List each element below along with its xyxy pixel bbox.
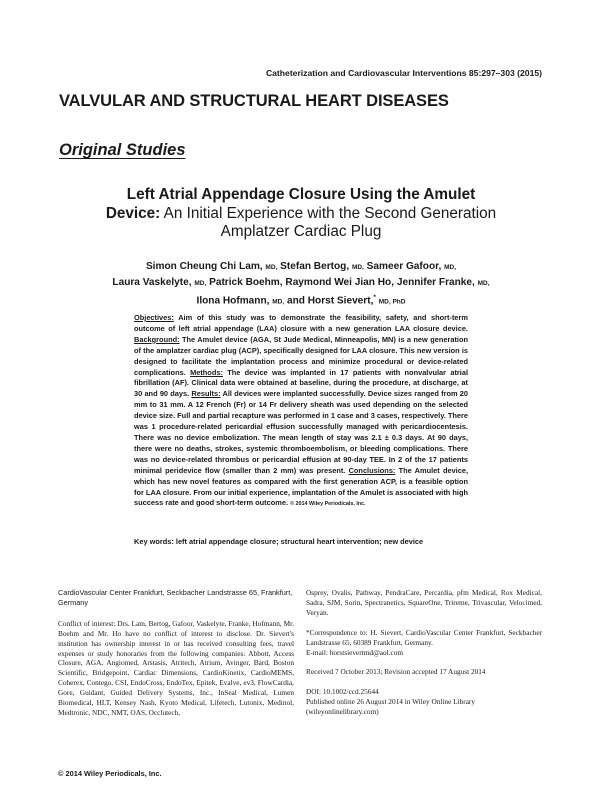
conflict-of-interest-continued: Osprey, Ovalis, Pathway, PendraCare, Percardia, pfm Medical, Rox Medical, Sadra, SJM, Sorin, Spectranetics, SquareOne, Trireme, Trivascular, Velocimed, Veryan.: [306, 588, 542, 617]
abstract-conclusions-label: Conclusions:: [348, 465, 396, 475]
author-name: Sameer Gafoor,: [366, 261, 442, 272]
footnote-left-column: [58, 588, 294, 728]
abstract: [134, 313, 468, 510]
published-online: Published online 26 August 2014 in Wiley Online Library (wileyonlinelibrary.com): [306, 697, 476, 717]
author-list: [60, 260, 542, 310]
footnote-right-column: [306, 588, 542, 717]
correspondence-email[interactable]: E-mail: horstsievertmd@aol.com: [306, 647, 404, 657]
subsection-heading: Original Studies: [59, 141, 186, 159]
affiliation: CardioVascular Center Frankfurt, Seckbacher Landstrasse 65, Frankfurt, Germany: [58, 588, 293, 607]
abstract-conclusions-text: The Amulet device, which has new novel features as compared with the first generation ACP, is a feasible option for LAA closure. From our initial experience, implantation of the Amulet is associated with high success rate and good short-term outcome.: [134, 465, 469, 508]
keywords: Key words: left atrial appendage closure; structural heart intervention; new device: [134, 537, 424, 546]
author-name: Patrick Boehm,: [209, 276, 283, 288]
journal-citation: Catheterization and Cardiovascular Interventions 85:297–303 (2015): [265, 68, 542, 78]
author-degree: MD,: [351, 264, 364, 271]
abstract-results-text: All devices were implanted successfully. Device sizes ranged from 20 mm to 31 mm. A 12 French (Fr) or 14 Fr delivery sheath was used depending on the selected device size. Full and partial recapture was performed in 1 case and 3 cases, respectively. There was 1 procedure-related pericardial effusion successfully managed with pericardiocentesis. There was no device embolization. The mean length of stay was 2.1 ± 0.3 days. At 90 days, there were no deaths, strokes, systemic thromboembolism, or bleeding complications. There was no device-related thrombus or pericardial effusion at 90-day TEE. In 2 of the 17 patients minimal peridevice flow (smaller than 2 mm) was present.: [134, 389, 468, 475]
title-line-2-bold: Device:: [105, 204, 161, 222]
author-name: Stefan Bertog,: [280, 261, 350, 272]
author-name: Ilona Hofmann,: [196, 295, 270, 307]
title-line-1: Left Atrial Appendage Closure Using the Amulet: [126, 186, 476, 203]
author-degree: MD,: [194, 279, 207, 287]
author-and: and: [286, 295, 305, 307]
article-title: [60, 186, 542, 242]
title-line-2: An Initial Experience with the Second Generation: [160, 204, 497, 222]
author-name: Laura Vaskelyte,: [112, 276, 192, 288]
author-degree: MD,: [444, 264, 457, 271]
doi[interactable]: DOI: 10.1002/ccd.25644: [306, 687, 379, 697]
section-heading: VALVULAR AND STRUCTURAL HEART DISEASES: [59, 92, 449, 110]
author-degree: MD,: [477, 279, 490, 287]
author-degree: MD,: [265, 264, 278, 271]
author-name: Horst Sievert,: [307, 295, 374, 307]
abstract-results-label: Results:: [191, 389, 221, 399]
correspondence: *Correspondence to: H. Sievert, CardioVascular Center Frankfurt, Seckbacher Landstrasse 65, 60389 Frankfurt, Germany.: [306, 627, 542, 647]
received-dates: Received 7 October 2013; Revision accepted 17 August 2014: [306, 667, 486, 677]
abstract-copyright: © 2014 Wiley Periodicals, Inc.: [290, 501, 366, 508]
abstract-methods-label: Methods:: [190, 367, 223, 377]
abstract-background-label: Background:: [134, 334, 180, 344]
author-name: Jennifer Franke,: [396, 276, 475, 288]
author-degree: MD, PhD: [378, 298, 406, 306]
footer-copyright: © 2014 Wiley Periodicals, Inc.: [58, 769, 162, 778]
title-line-3: Amplatzer Cardiac Plug: [220, 223, 382, 240]
abstract-objectives-label: Objectives:: [134, 313, 174, 322]
abstract-methods-text: The device was implanted in 17 patients with nonvalvular atrial fibrillation (AF). Clinical data were obtained at baseline, during the procedure, at discharge, at 30 and 90 days.: [134, 367, 468, 399]
author-name: Simon Cheung Chi Lam,: [145, 261, 263, 272]
conflict-of-interest: Conflict of interest: Drs. Lam, Bertog, Gafoor, Vaskelyte, Franke, Hofmann, Mr. Boehm and Mr. Ho have no conflict of interest to disclose. Dr. Sievert's institution has ownership interest in or has received consulting fees, travel expenses or study honoraries from the following companies: Abbott, Access Closure, AGA, Angiomed, Arstasis, Atritech, Atrium, Avinger, Bard, Boston Scientific, Bridgepoint, Cardiac Dimensions, CardioKinetix, CardioMEMS, Coherex, Contego, CSI, EndoCross, EndoTex, Epitek, Evalve, ev3, FlowCardia, Gore, Guidant, Guided Delivery Systems, Inc., InSeal Medical, Lumen Biomedical, HLT, Kensey Nash, Kyoto Medical, Lifetech, Lutonix, Medinol, Medtronic, NDC, NMT, OAS, Occlutech,: [58, 618, 294, 717]
author-name: Raymond Wei Jian Ho,: [285, 276, 395, 288]
corresponding-mark: *: [373, 294, 376, 301]
abstract-background-text: The Amulet device (AGA, St Jude Medical, Minneapolis, MN) is a new generation of the amplatzer cardiac plug (ACP), specifically designed for LAA closure. This new version is designed to facilitate the implantation process and minimize procedural or device-related complications.: [134, 334, 468, 377]
author-degree: MD,: [272, 298, 285, 306]
abstract-objectives-text: Aim of this study was to demonstrate the feasibility, safety, and short-term outcome of left atrial appendage (LAA) closure with a new generation LAA closure device.: [134, 313, 468, 333]
